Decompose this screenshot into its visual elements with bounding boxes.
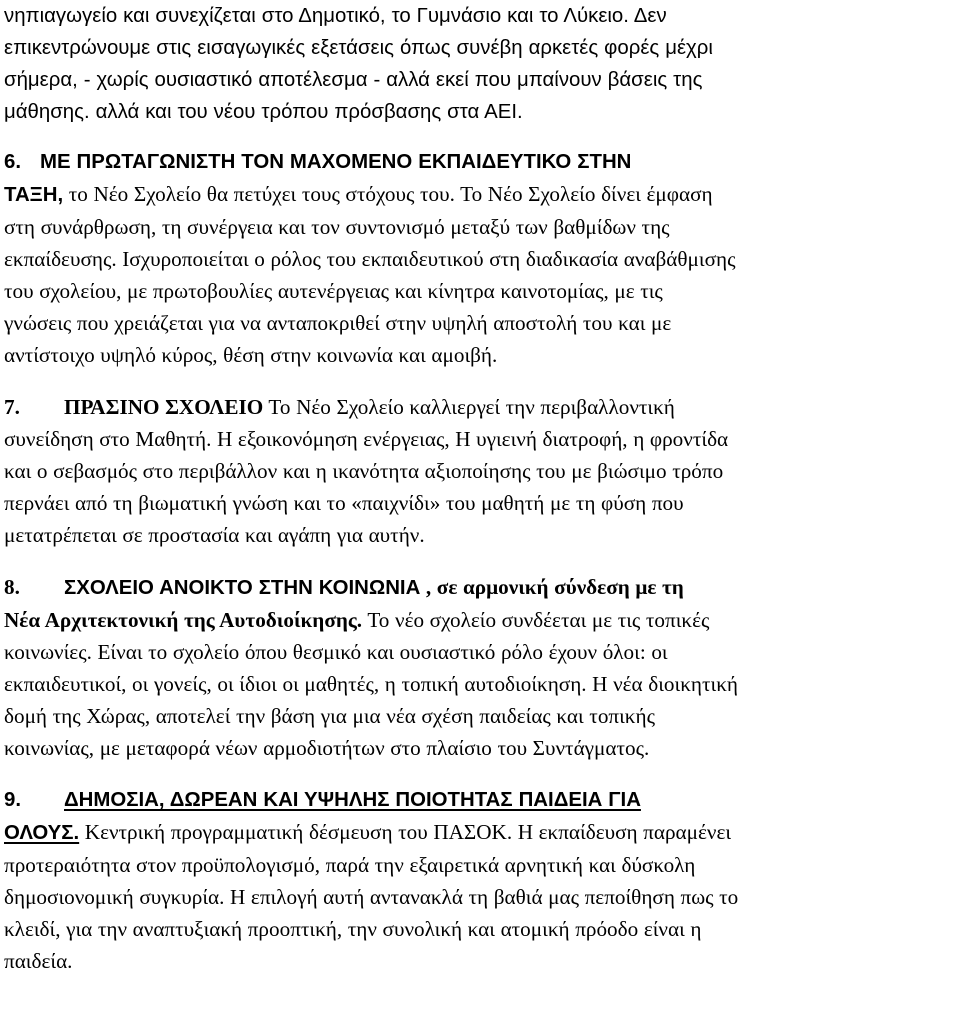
section-6-line: του σχολείου, με πρωτοβουλίες αυτενέργειας και κίνητρα καινοτομίας, με τις	[4, 279, 663, 303]
section-6-text: το Νέο Σχολείο θα πετύχει τους στόχους του.	[63, 182, 455, 206]
intro-line: μάθησης. αλλά και του νέου τρόπου πρόσβασης στα ΑΕΙ.	[4, 101, 523, 123]
section-7-line	[4, 423, 956, 455]
section-9-text: Κεντρική προγραμματική δέσμευση του ΠΑΣΟΚ. Η εκπαίδευση παραμένει	[79, 820, 732, 844]
section-9-line: κλειδί, για την αναπτυξιακή προοπτική, την συνολική και ατομική πρόοδο είναι η	[4, 917, 702, 941]
section-6-line	[4, 178, 956, 211]
section-8-line: κοινωνίες. Είναι το σχολείο όπου θεσμικό και ουσιαστικό ρόλο έχουν όλοι: οι	[4, 640, 668, 664]
section-8-text: Το νέο σχολείο συνδέεται με τις τοπικές	[362, 608, 710, 632]
section-6-text: Το Νέο Σχολείο δίνει έμφαση	[454, 182, 713, 206]
section-9-heading-line1: ΔΗΜΟΣΙΑ, ΔΩΡΕΑΝ ΚΑΙ ΥΨΗΛΗΣ ΠΟΙΟΤΗΤΑΣ ΠΑΙΔΕΙΑ ΓΙΑ	[64, 789, 641, 811]
section-6-heading-line1: ΜΕ ΠΡΩΤΑΓΩΝΙΣΤΗ ΤΟΝ ΜΑΧΟΜΕΝΟ ΕΚΠΑΙΔΕΥΤΙΚΟ ΣΤΗΝ	[40, 151, 632, 173]
section-8-subheading: Νέα Αρχιτεκτονική της Αυτοδιοίκησης.	[4, 608, 363, 632]
section-6-heading-line2: ΤΑΞΗ,	[4, 184, 64, 206]
section-7-text: Η εξοικονόμηση ενέργειας, Η υγιεινή διατροφή, η φροντίδα	[211, 427, 729, 451]
section-6-line: γνώσεις που χρειάζεται για να ανταποκριθεί στην υψηλή αποστολή του και με	[4, 311, 672, 335]
section-6-text: εκπαίδευσης.	[4, 247, 117, 271]
section-9-line	[4, 816, 956, 849]
section-7-text: Το Νέο Σχολείο καλλιεργεί την περιβαλλοντική	[263, 395, 675, 419]
section-6-line: στη συνάρθρωση, τη συνέργεια και τον συντονισμό μεταξύ των βαθμίδων της	[4, 215, 670, 239]
section-9-heading-line2: ΟΛΟΥΣ.	[4, 822, 80, 844]
section-9-number: 9.	[4, 789, 22, 811]
section-9-line: προτεραιότητα στον προϋπολογισμό, παρά την εξαιρετικά αρνητική και δύσκολη	[4, 853, 696, 877]
section-8-heading-rest: , σε αρμονική σύνδεση με τη	[420, 575, 684, 599]
section-7-line: μετατρέπεται σε προστασία και αγάπη για αυτήν.	[4, 523, 425, 547]
section-7-line: και ο σεβασμός στο περιβάλλον και η ικανότητα αξιοποίησης του με βιώσιμο τρόπο	[4, 459, 724, 483]
section-9	[4, 784, 956, 977]
section-8	[4, 571, 956, 764]
intro-paragraph	[4, 0, 956, 128]
section-6-heading	[4, 146, 956, 178]
section-9-heading	[4, 784, 956, 816]
section-8-line: κοινωνίας, με μεταφορά νέων αρμοδιοτήτων στο πλαίσιο του Συντάγματος.	[4, 736, 650, 760]
section-7-heading: ΠΡΑΣΙΝΟ ΣΧΟΛΕΙΟ	[64, 395, 264, 419]
section-6-text: Ισχυροποιείται ο ρόλος του εκπαιδευτικού στη διαδικασία αναβάθμισης	[116, 247, 736, 271]
section-8-line	[4, 571, 956, 604]
intro-line: νηπιαγωγείο και συνεχίζεται στο Δημοτικό, το Γυμνάσιο και το Λύκειο. Δεν	[4, 5, 667, 27]
section-7-text: συνείδηση στο Μαθητή.	[4, 427, 212, 451]
section-6-line: αντίστοιχο υψηλό κύρος, θέση στην κοινωνία και αμοιβή.	[4, 343, 498, 367]
section-7-line: περνάει από τη βιωματική γνώση και το «παιχνίδι» του μαθητή με τη φύση που	[4, 491, 684, 515]
section-8-line	[4, 604, 956, 636]
section-8-heading: ΣΧΟΛΕΙΟ ΑΝΟΙΚΤΟ ΣΤΗΝ ΚΟΙΝΩΝΙΑ	[64, 577, 421, 599]
section-8-line: εκπαιδευτικοί, οι γονείς, οι ίδιοι οι μαθητές, η τοπική αυτοδιοίκηση. Η νέα διοικητική	[4, 672, 738, 696]
section-7	[4, 391, 956, 551]
section-8-number: 8.	[4, 575, 20, 599]
section-7-number: 7.	[4, 395, 20, 419]
section-6	[4, 146, 956, 371]
section-8-line: δομή της Χώρας, αποτελεί την βάση για μια νέα σχέση παιδείας και τοπικής	[4, 704, 655, 728]
section-7-line	[4, 391, 956, 423]
section-6-line	[4, 243, 956, 275]
intro-line: σήμερα, - χωρίς ουσιαστικό αποτέλεσμα - αλλά εκεί που μπαίνουν βάσεις της	[4, 69, 703, 91]
document-page	[4, 0, 956, 977]
section-9-line: παιδεία.	[4, 949, 73, 973]
section-6-number: 6.	[4, 151, 22, 173]
intro-line: επικεντρώνουμε στις εισαγωγικές εξετάσεις όπως συνέβη αρκετές φορές μέχρι	[4, 37, 713, 59]
section-9-line: δημοσιονομική συγκυρία. Η επιλογή αυτή αντανακλά τη βαθιά μας πεποίθηση πως το	[4, 885, 739, 909]
